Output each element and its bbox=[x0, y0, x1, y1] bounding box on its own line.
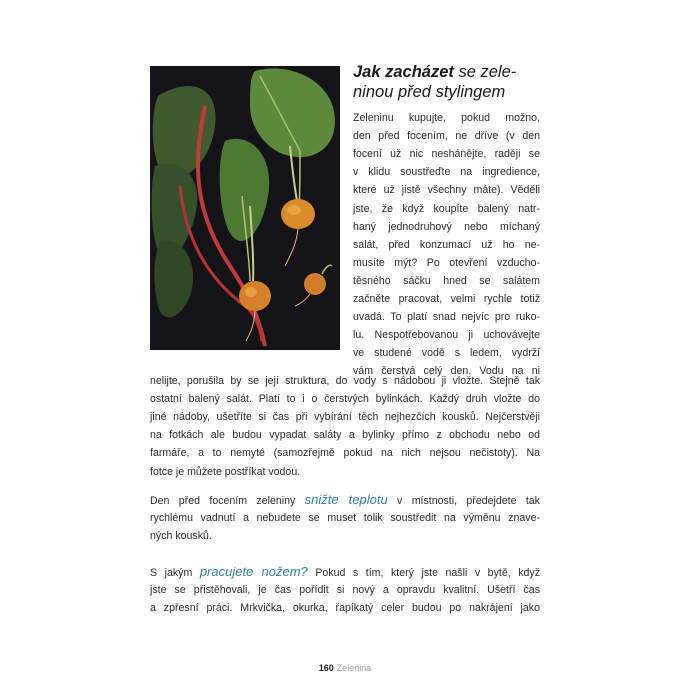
heading-rest: se zele- bbox=[453, 63, 517, 81]
section-heading bbox=[353, 62, 543, 102]
page-number: 160 bbox=[318, 663, 334, 673]
paragraph-knife-line2: jste se přistěhovali, je čas pořídit si nový a opravdu kvalitní. Ušetří čas bbox=[150, 584, 540, 596]
highlight-temperature: snižte teplotu bbox=[304, 492, 388, 507]
paragraph-temperature-line2: rychlému vadnutí a nebudete se muset tolik soustředit na výměnu znave- bbox=[150, 512, 540, 524]
body-line: lu. Nespotřebovanou ji uchovávejte bbox=[353, 329, 540, 342]
body-line: haný jednodruhový nebo míchaný bbox=[353, 220, 540, 233]
body-line: začněte pracovat, velmi rychle totiž bbox=[353, 293, 540, 305]
body-line: focení už nic neshánějte, raději se bbox=[353, 148, 540, 161]
body-line: den před focením, ne dříve (v den bbox=[353, 130, 540, 143]
body-line: uvadá. To platí snad nejvíc pro ruko- bbox=[353, 311, 540, 324]
body-line: v klidu soustřeďte na ingredience, bbox=[353, 166, 540, 179]
body-line: Zeleninu kupujte, pokud možno, bbox=[353, 112, 540, 124]
body-line: ostatní balený salát. Platí to i o čerstvých bylinkách. Každý druh vložte do bbox=[150, 393, 540, 406]
body-line: jste, že když koupíte balený natr- bbox=[353, 202, 540, 215]
heading-bold: Jak zacházet bbox=[353, 63, 454, 81]
body-line: nelijte, porušila by se její struktura, do vody s nádobou ji vložte. Stejně tak bbox=[150, 375, 540, 387]
body-line: které už jistě všechny máte). Věděli bbox=[353, 184, 540, 197]
paragraph-knife-line1: S jakým pracujete nožem? Pokud s tím, který jste našli v bytě, když bbox=[150, 564, 540, 579]
paragraph-temperature-line3: ných kousků. bbox=[150, 530, 212, 542]
beets-chard-illustration bbox=[150, 66, 340, 350]
paragraph-knife-line3: a zpřesní práci. Mrkvička, okurka, řapíkatý celer budou po nakrájení jako bbox=[150, 602, 540, 614]
body-line: na fotkách ale budou vypadat saláty a bylinky přímo z obchodu nebo od bbox=[150, 429, 540, 442]
vegetable-photo bbox=[150, 66, 340, 350]
body-line: ve studené vodě s ledem, vydrží bbox=[353, 347, 540, 360]
paragraph-temperature-line1: Den před focením zeleniny snižte teplotu v místnosti, předejdete tak bbox=[150, 492, 540, 507]
body-line: farmáře, a to nemyté (samozřejmě pokud na nich nejsou nečistoty). Na bbox=[150, 447, 540, 460]
highlight-knife: pracujete nožem? bbox=[199, 564, 308, 579]
body-line: těsného sáčku hned se salátem bbox=[353, 274, 540, 287]
body-line: musíte mýt? Po otevření vzducho- bbox=[353, 256, 540, 269]
body-line: vám čerstvá celý den. Vodu na ni bbox=[353, 365, 540, 378]
page-footer bbox=[0, 663, 690, 673]
heading-line2: ninou před stylingem bbox=[353, 83, 506, 101]
body-line: fotce je můžete postříkat vodou. bbox=[150, 465, 301, 478]
body-line: jiné nádoby, ušetříte si čas při vybírání těch nejhezčích kousků. Nejčerstvěji bbox=[150, 411, 540, 424]
body-line: salát, před konzumací už ho ne- bbox=[353, 238, 540, 251]
section-name: Zelenina bbox=[336, 663, 372, 673]
